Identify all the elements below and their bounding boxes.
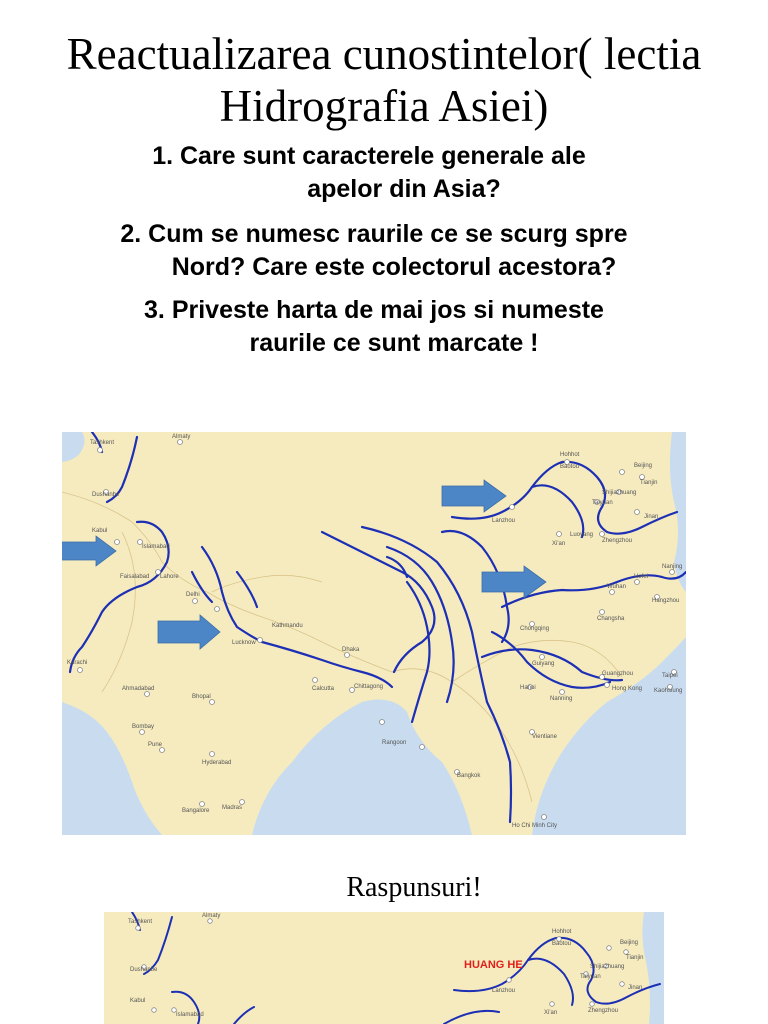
label-faisalabad: Faisalabad — [120, 574, 150, 580]
answers-label-islamabad: Islamabad — [176, 1012, 204, 1018]
question-2-line-2: Nord? Care este colectorul acestora? — [171, 253, 617, 281]
answers-label-lanzhou: Lanzhou — [492, 988, 516, 994]
label-wuhan: Wuhan — [607, 584, 626, 590]
label-lanzhou: Lanzhou — [492, 518, 516, 524]
label-nanjing: Nanjing — [662, 564, 683, 570]
label-hefei: Hefei — [634, 574, 649, 580]
answers-label-almaty: Almaty — [202, 913, 221, 919]
label-changsha: Changsha — [597, 616, 625, 622]
label-zhengzhou: Zhengzhou — [602, 538, 633, 544]
label-hangzhou: Hangzhou — [652, 598, 680, 604]
label-lucknow: Lucknow — [232, 640, 256, 646]
question-1-line-1: 1. Care sunt caracterele generale ale — [152, 142, 586, 170]
label-rangoon: Rangoon — [382, 740, 407, 746]
answers-label-dushanbe: Dushanbe — [130, 967, 158, 973]
label-luoyang: Luoyang — [570, 532, 594, 538]
label-lahore: Lahore — [160, 574, 179, 580]
label-hong-kong: Hong Kong — [612, 686, 643, 692]
label-bangalore: Bangalore — [182, 808, 210, 814]
answers-label-beijing: Beijing — [620, 940, 639, 946]
label-guiyang: Guiyang — [532, 661, 555, 667]
label-chongqing: Chongqing — [520, 626, 550, 632]
label-taiyuan: Taiyuan — [592, 500, 613, 506]
label-dushanbe: Dushanbe — [92, 492, 120, 498]
label-vientiane: Vientiane — [532, 734, 557, 740]
question-2-line-1: 2. Cum se numesc raurile ce se scurg spre — [120, 220, 628, 248]
answers-label-baotou: Baotou — [552, 941, 572, 947]
question-2 — [0, 218, 768, 284]
label-almaty: Almaty — [172, 434, 191, 440]
label-tashkent: Tashkent — [90, 440, 115, 446]
answers-heading: Raspunsuri! — [346, 872, 482, 903]
label-shijiazhuang: Shijiazhuang — [602, 490, 637, 496]
label-kabul: Kabul — [92, 528, 108, 534]
answer-label-huang-he: HUANG HE — [464, 959, 523, 971]
answers-label-hohhot: Hohhot — [552, 929, 572, 935]
label-beijing: Beijing — [634, 463, 653, 469]
answers-label-xian: Xi'an — [544, 1010, 558, 1016]
label-dhaka: Dhaka — [342, 647, 360, 653]
label-hyderabad: Hyderabad — [202, 760, 232, 766]
answers-label-kabul: Kabul — [130, 998, 146, 1004]
answers-label-jinan: Jinan — [628, 985, 643, 991]
label-bangkok: Bangkok — [457, 773, 481, 779]
label-delhi: Delhi — [186, 592, 200, 598]
question-3 — [0, 294, 768, 360]
label-bhopal: Bhopal — [192, 694, 211, 700]
question-1 — [0, 140, 768, 206]
label-hohhot: Hohhot — [560, 452, 580, 458]
question-1-line-2: apelor din Asia? — [307, 175, 501, 203]
label-calcutta: Calcutta — [312, 686, 335, 692]
label-ho-chi-minh: Ho Chi Minh City — [512, 823, 558, 829]
label-pune: Pune — [148, 742, 163, 748]
answers-label-taiyuan: Taiyuan — [580, 974, 601, 980]
question-3-line-2: raurile ce sunt marcate ! — [249, 329, 539, 357]
label-bombay: Bombay — [132, 724, 155, 730]
answers-label-shijiazhuang: Shijiazhuang — [590, 964, 625, 970]
label-baotou: Baotou — [560, 464, 580, 470]
page-title — [0, 28, 768, 132]
label-hanoi: Hanoi — [520, 685, 536, 691]
asia-rivers-map — [62, 432, 686, 835]
label-guangzhou: Guangzhou — [602, 671, 634, 677]
label-xian: Xi'an — [552, 541, 566, 547]
answers-map — [104, 912, 664, 1024]
question-3-line-1: 3. Priveste harta de mai jos si numeste — [144, 296, 604, 324]
title-line-1: Reactualizarea cunostintelor( lectia — [66, 29, 702, 79]
answers-land-area — [104, 912, 664, 1024]
label-kaohsiung: Kaohsiung — [654, 688, 683, 694]
label-jinan: Jinan — [644, 514, 659, 520]
label-tianjin: Tianjin — [640, 480, 658, 486]
title-line-2: Hidrografia Asiei) — [219, 81, 549, 131]
answers-label-tashkent: Tashkent — [128, 919, 153, 925]
label-chittagong: Chittagong — [354, 684, 384, 690]
answers-label-zhengzhou: Zhengzhou — [588, 1008, 619, 1014]
answers-label-tianjin: Tianjin — [626, 955, 644, 961]
label-nanning: Nanning — [550, 696, 573, 702]
label-ahmadabad: Ahmadabad — [122, 686, 155, 692]
label-kathmandu: Kathmandu — [272, 623, 303, 629]
label-karachi: Karachi — [67, 660, 88, 666]
label-taipei: Taipei — [662, 673, 678, 679]
label-islamabad: Islamabad — [142, 544, 170, 550]
label-madras: Madras — [222, 805, 243, 811]
